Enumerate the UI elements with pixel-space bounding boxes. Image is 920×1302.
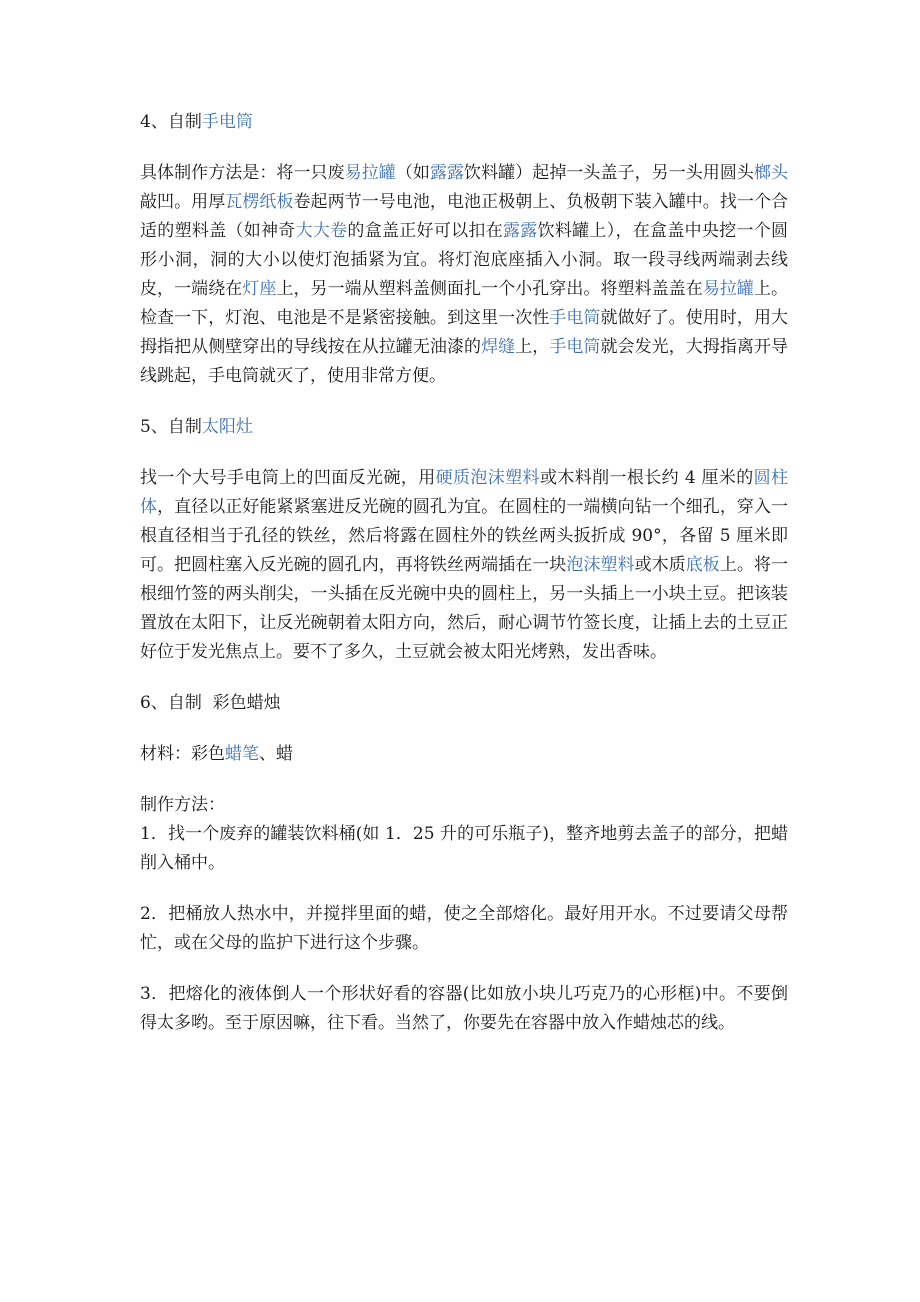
section5-link[interactable]: 圆柱体 (140, 468, 789, 517)
section4-link[interactable]: 榔头 (753, 163, 789, 183)
section4-heading-link[interactable]: 手电筒 (201, 112, 253, 132)
section4-link[interactable]: 手电筒 (549, 337, 601, 357)
materials-link-crayon[interactable]: 蜡笔 (225, 744, 259, 764)
method-title: 制作方法： (140, 795, 225, 815)
section5-heading-prefix: 5、自制 (140, 417, 202, 437)
section5-text: 或木料削一根长约 4 厘米的 (539, 468, 754, 488)
method-block (140, 791, 788, 878)
section4-body (140, 159, 788, 391)
section4-link[interactable]: 灯座 (242, 279, 277, 299)
section4-link[interactable]: 手电筒 (549, 308, 601, 328)
section4-heading (140, 108, 788, 137)
section5-heading (140, 413, 788, 442)
section4-text: 敲凹。用厚 (140, 192, 226, 212)
section4-text: 上。检查一下，灯泡、电池是不是紧密接触。到这里一次性 (140, 279, 789, 328)
section4-text: 饮料罐上），在盒盖中央挖一个圆形小洞，洞的大小以使灯泡插紧为宜。将灯泡底座插入小洞。取一段寻线两端剥去线皮，一端绕在 (140, 221, 789, 299)
method-step-3: 3．把熔化的液体倒人一个形状好看的容器(比如放小块儿巧克乃的心形框)中。不要倒得太多哟。至于原因嘛，往下看。当然了，你要先在容器中放入作蜡烛芯的线。 (140, 984, 788, 1033)
section4-text: 卷起两节一号电池，电池正极朝上、负极朝下装入罐中。找一个合适的塑料盖（如神奇 (140, 192, 789, 241)
section4-text: 饮料罐）起掉一头盖子，另一头用圆头 (464, 163, 754, 183)
section5-text: 上。将一根细竹签的两头削尖，一头插在反光碗中央的圆柱上，另一头插上一小块土豆。把该装置放在太阳下，让反光碗朝着太阳方向，然后，耐心调节竹签长度，让插上去的土豆正好位于发光焦点上。要不了多久，土豆就会被太阳光烤熟，发出香味。 (140, 555, 789, 662)
section5-heading-link[interactable]: 太阳灶 (201, 417, 253, 437)
section5-link[interactable]: 硬质泡沫塑料 (435, 468, 540, 488)
section5-body (140, 464, 788, 667)
document-page (140, 108, 788, 1060)
method-step-1: 1．找一个废弃的罐装饮料桶(如 1．25 升的可乐瓶子)，整齐地剪去盖子的部分，把蜡削入桶中。 (140, 824, 788, 873)
section5-link[interactable]: 底板 (685, 555, 720, 575)
method-step-2: 2．把桶放人热水中，并搅拌里面的蜡，使之全部熔化。最好用开水。不过要请父母帮忙，或在父母的监护下进行这个步骤。 (140, 904, 788, 953)
section5-text: 找一个大号手电筒上的凹面反光碗，用 (140, 468, 436, 488)
section5-text: 或木质 (634, 555, 686, 575)
section4-link[interactable]: 易拉罐 (344, 163, 396, 183)
section4-text: （如 (395, 163, 430, 183)
section4-text: 上， (515, 337, 550, 357)
section4-link[interactable]: 大大卷 (295, 221, 348, 241)
materials-suffix: 、蜡 (259, 744, 293, 764)
section6-heading: 6、自制 彩色蜡烛 (140, 693, 281, 713)
section4-heading-prefix: 4、自制 (140, 112, 202, 132)
section4-text: 就会发光，大拇指离开导线跳起，手电筒就灭了，使用非常方便。 (140, 337, 789, 386)
section4-text: 具体制作方法是：将一只废 (140, 163, 345, 183)
section5-link[interactable]: 泡沫塑料 (566, 555, 635, 575)
section4-text: 的盒盖正好可以扣在 (347, 221, 503, 241)
section4-link[interactable]: 易拉罐 (702, 279, 754, 299)
materials-prefix: 材料：彩色 (140, 744, 225, 764)
section4-link[interactable]: 露露 (429, 163, 465, 183)
materials-line (140, 740, 788, 769)
section4-link[interactable]: 焊缝 (481, 337, 516, 357)
section4-link[interactable]: 露露 (502, 221, 538, 241)
section4-link[interactable]: 瓦楞纸板 (225, 192, 294, 212)
section4-text: 就做好了。使用时，用大拇指把从侧壁穿出的导线按在从拉罐无油漆的 (140, 308, 789, 357)
section4-text: 上，另一端从塑料盖侧面扎一个小孔穿出。将塑料盖盖在 (276, 279, 703, 299)
section5-text: ，直径以正好能紧紧塞进反光碗的圆孔为宜。在圆柱的一端横向钻一个细孔，穿入一根直径相当于孔径的铁丝，然后将露在圆柱外的铁丝两头扳折成 90°，各留 5 厘米即可。把圆柱塞入反光碗的圆孔内，再将铁丝两端插在一块 (140, 497, 789, 575)
